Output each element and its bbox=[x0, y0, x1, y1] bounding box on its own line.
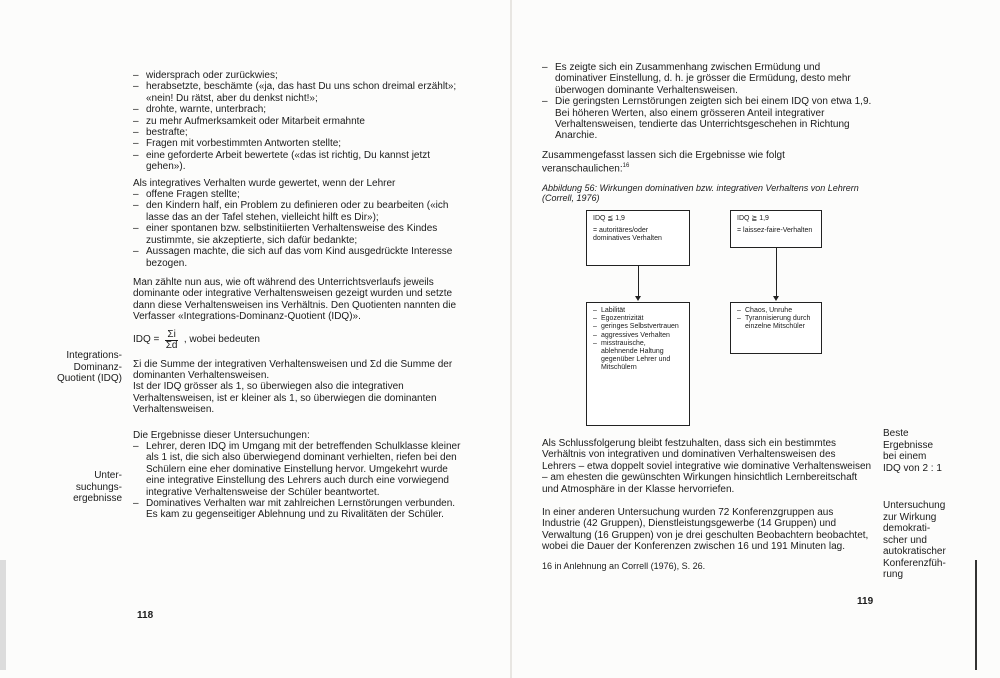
list-item: – bestrafte; bbox=[133, 127, 468, 138]
list-item: – zu mehr Aufmerksamkeit oder Mitarbeit ermahnte bbox=[133, 116, 468, 127]
scan-edge-left bbox=[0, 560, 6, 670]
formula-numerator: Σi bbox=[167, 328, 176, 340]
box-title: IDQ ≦ 1,9 bbox=[593, 214, 625, 222]
diagram-box-dominative-effects bbox=[586, 302, 690, 426]
box-title: IDQ ≧ 1,9 bbox=[737, 214, 769, 222]
scan-edge-right bbox=[975, 560, 977, 670]
margin-note-results: Unter- suchungs- ergebnisse bbox=[73, 470, 122, 504]
diagram-box-dominative bbox=[586, 210, 690, 266]
page-number-right: 119 bbox=[857, 596, 874, 607]
margin-note-best-results: Beste Ergebnisse bei einem IDQ von 2 : 1 bbox=[883, 428, 942, 474]
list-item: – den Kindern half, ein Problem zu definieren oder zu bearbeiten («ich lasse das an der Tafel stehen, vielleicht hilft es Dir»); bbox=[133, 200, 468, 223]
integrative-intro: Als integratives Verhalten wurde gewertet, wenn der Lehrer bbox=[133, 177, 396, 189]
list-item: – Es zeigte sich ein Zusammenhang zwischen Ermüdung und dominativer Einstellung, d. h. je grösser die Ermüdung, desto mehr überwogen dominante Verhaltensweisen. bbox=[542, 62, 872, 96]
arrow-line-right bbox=[776, 248, 777, 297]
list-item: – Chaos, Unruhe bbox=[737, 307, 815, 315]
summary-text: Zusammengefasst lassen sich die Ergebnisse wie folgt veranschaulichen:$^{16}$ bbox=[542, 149, 785, 175]
arrow-line-left bbox=[638, 266, 639, 297]
findings-list bbox=[542, 62, 872, 142]
arrow-head-left bbox=[635, 296, 641, 301]
list-item: – herabsetzte, beschämte («ja, das hast Du uns schon dreimal erzählt»; «nein! Du rätst, aber du denkst nicht!»; bbox=[133, 81, 468, 104]
formula-lhs: IDQ = bbox=[133, 334, 160, 346]
list-item: – offene Fragen stellte; bbox=[133, 189, 468, 200]
list-item: – Egozentrizität bbox=[593, 315, 683, 323]
list-item: – einer spontanen bzw. selbstinitiierten Verhaltensweise des Kindes zustimmte, sie akzeptierte, sich dafür bedankte; bbox=[133, 223, 468, 246]
list-item: – widersprach oder zurückwies; bbox=[133, 70, 468, 81]
idq-formula bbox=[133, 330, 468, 351]
study-text: In einer anderen Untersuchung wurden 72 Konferenzgruppen aus Industrie (42 Gruppen), Dienstleistungsgewerbe (14 Gruppen) und Verwaltung (16 Gruppen) von je drei geschulten Beobachtern beobachtet, wobei die Dauer der Konferenzen zwischen 16 und 191 Minuten lag. bbox=[542, 507, 869, 553]
effects-list-laissez-faire bbox=[737, 307, 815, 332]
diagram-box-laissez-faire-effects bbox=[730, 302, 822, 354]
list-item: – Dominatives Verhalten war mit zahlreichen Lernstörungen verbunden. Es kam zu gegenseitiger Ablehnung und zu Rivalitäten der Schüler. bbox=[133, 498, 468, 521]
right-page-text bbox=[542, 62, 872, 572]
dominant-behavior-list bbox=[133, 70, 468, 173]
list-item: – Tyrannisierung durch einzelne Mitschüler bbox=[737, 315, 815, 331]
results-list bbox=[133, 441, 468, 521]
list-item: – aggressives Verhalten bbox=[593, 332, 683, 340]
idq-explanation: Ist der IDQ grösser als 1, so überwiegen also die integrativen Verhaltensweisen, ist er kleiner als 1, so überwiegen die dominanten Verhaltensweisen. bbox=[133, 381, 437, 416]
box-text: = autoritäres/oder dominatives Verhalten bbox=[593, 227, 662, 243]
list-item: – Die geringsten Lernstörungen zeigten sich bei einem IDQ von etwa 1,9. Bei höheren Werten, also einem grösseren Anteil integrativer Verhaltensweisen, tendierte das Unterrichtsgeschehen in Richtung Anarchie. bbox=[542, 96, 872, 142]
book-gutter bbox=[510, 0, 512, 678]
list-item: – Lehrer, deren IDQ im Umgang mit der betreffenden Schulklasse kleiner als 1 ist, die sich also überwiegend dominant verhielten, riefen bei den Schülern eine eher dominative Einstellung hervor. Umgekehrt wurde eine integrative Einstellung des Lehrers auch durch eine vorwiegend integrative Verhaltensweise der Schüler beantwortet. bbox=[133, 441, 468, 498]
effects-diagram bbox=[542, 210, 872, 432]
box-text: = laissez-faire-Verhalten bbox=[737, 227, 813, 235]
margin-note-conference-study: Untersuchung zur Wirkung demokrati- scher und autokratischer Konferenzfüh- rung bbox=[883, 500, 946, 580]
formula-fraction bbox=[165, 330, 177, 351]
margin-note-idq: Integrations- Dominanz- Quotient (IDQ) bbox=[56, 350, 122, 384]
footnote: 16 in Anlehnung an Correll (1976), S. 26. bbox=[542, 560, 706, 571]
left-page-text bbox=[133, 70, 468, 521]
effects-list-dominative bbox=[593, 307, 683, 373]
list-item: – Aussagen machte, die sich auf das vom Kind ausgedrückte Interesse bezogen. bbox=[133, 246, 468, 269]
figure-caption: Abbildung 56: Wirkungen dominativen bzw. integrativen Verhaltens von Lehrern (Correll, 1976) bbox=[542, 182, 859, 204]
formula-denominator: Σd bbox=[165, 339, 178, 351]
footnote-mark: 16 bbox=[622, 163, 630, 170]
conclusion-text: Als Schlussfolgerung bleibt festzuhalten, dass sich ein bestimmtes Verhältnis von integrativen und dominativen Verhaltensweisen des Lehrers – etwa doppelt soviel integrative wie dominative Verhaltensweisen – am ehesten die gewünschten Wirkungen hinsichtlich Lernbereitschaft und Atmosphäre in der Klasse hervorriefen. bbox=[542, 437, 872, 495]
results-intro: Die Ergebnisse dieser Untersuchungen: bbox=[133, 429, 310, 441]
page-number-left: 118 bbox=[137, 610, 154, 621]
list-item: – drohte, warnte, unterbrach; bbox=[133, 104, 468, 115]
list-item: – eine geforderte Arbeit bewertete («das ist richtig, Du kannst jetzt gehen»). bbox=[133, 150, 468, 173]
sum-definition: Σi die Summe der integrativen Verhaltensweisen und Σd die Summe der dominanten Verhaltensweisen. bbox=[133, 358, 453, 381]
formula-rhs: , wobei bedeuten bbox=[183, 334, 260, 346]
arrow-head-right bbox=[773, 296, 779, 301]
integrative-behavior-list bbox=[133, 189, 468, 269]
list-item: – Labilität bbox=[593, 307, 683, 315]
quotient-paragraph: Man zählte nun aus, wie oft während des Unterrichtsverlaufs jeweils dominante oder integrative Verhaltensweisen gezeigt wurden und setzte dann diese Verhaltensweisen ins Verhältnis. Den Quotienten nannten die Verfasser «Integrations-Dominanz-Quotient (IDQ)». bbox=[133, 276, 457, 323]
list-item: – Fragen mit vorbestimmten Antworten stellte; bbox=[133, 138, 468, 149]
list-item: – geringes Selbstvertrauen bbox=[593, 323, 683, 331]
diagram-box-laissez-faire bbox=[730, 210, 822, 248]
list-item: – misstrauische, ablehnende Haltung gegenüber Lehrer und Mitschülern bbox=[593, 340, 683, 373]
